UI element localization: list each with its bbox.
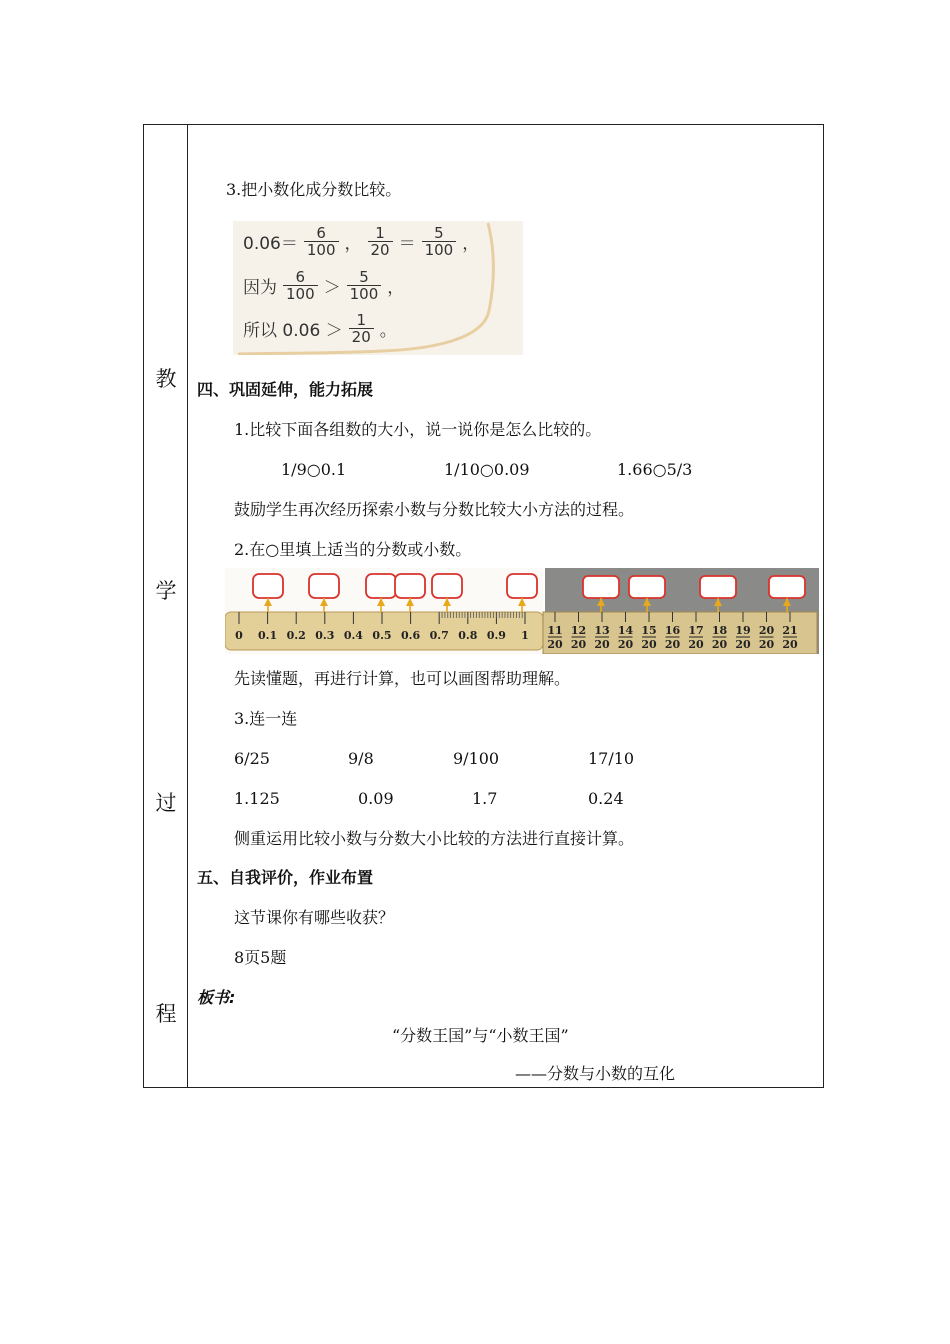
ruler-left-label: 0.6 [401, 629, 421, 642]
ruler-left-label: 0.3 [315, 629, 335, 642]
answer-box [432, 574, 462, 598]
match-top-4: 17/10 [588, 749, 635, 768]
answer-box [395, 574, 425, 598]
ruler-right-numerator: 18 [711, 624, 728, 637]
fraction-example-image [233, 221, 523, 355]
ruler-right-denominator: 20 [547, 638, 563, 651]
question-3: 3.连一连 [234, 709, 298, 728]
compare-item-2: 1/10○0.09 [444, 460, 530, 479]
numerator: 1 [356, 311, 366, 329]
denominator: 100 [283, 285, 318, 302]
denominator: 20 [349, 328, 374, 345]
board-label: 板书: [197, 988, 236, 1007]
number-line-rulers [225, 568, 819, 654]
answer-box [507, 574, 537, 598]
section5-heading: 五、自我评价，作业布置 [197, 868, 374, 887]
board-title: “分数王国”与“小数王国” [392, 1026, 569, 1045]
side-label-xue: 学 [155, 579, 177, 603]
denominator: 100 [347, 285, 382, 302]
ruler-left-label: 0 [235, 629, 243, 642]
match-top-1: 6/25 [234, 749, 270, 768]
section3-title: 3.把小数化成分数比较。 [226, 180, 402, 199]
side-label-column [144, 125, 188, 1087]
separator: ， [344, 234, 362, 254]
fraction [304, 225, 339, 258]
board-subtitle: ——分数与小数的互化 [515, 1064, 676, 1083]
match-top-3: 9/100 [453, 749, 500, 768]
ruler-left-label: 0.4 [343, 629, 363, 642]
ruler-left-label: 0.1 [258, 629, 278, 642]
end-punct: ， [462, 234, 480, 254]
match-bottom-4: 0.24 [588, 789, 624, 808]
compare-item-3: 1.66○5/3 [617, 460, 693, 479]
section4-heading: 四、巩固延伸，能力拓展 [197, 380, 374, 399]
answer-box [700, 576, 736, 598]
numerator: 6 [316, 224, 326, 242]
answer-box [583, 576, 619, 598]
fraction [347, 269, 382, 302]
ruler-right-denominator: 20 [594, 638, 610, 651]
match-top-2: 9/8 [348, 749, 374, 768]
answer-box [366, 574, 396, 598]
numerator: 5 [434, 224, 444, 242]
ruler-right-denominator: 20 [735, 638, 751, 651]
ruler-right-numerator: 21 [782, 624, 798, 637]
ruler-left-label: 0.9 [486, 629, 506, 642]
match-bottom-1: 1.125 [234, 789, 280, 808]
ruler-left-label: 1 [521, 629, 529, 642]
denominator: 100 [304, 241, 339, 258]
homework: 8页5题 [234, 948, 287, 967]
ruler-right-denominator: 20 [758, 638, 775, 651]
fraction [368, 225, 393, 258]
match-bottom-2: 0.09 [358, 789, 394, 808]
ruler-right-denominator: 20 [570, 638, 587, 651]
numerator: 5 [359, 268, 369, 286]
ruler-right-numerator: 11 [547, 624, 563, 637]
side-label-cheng: 程 [155, 1002, 177, 1026]
match-bottom-3: 1.7 [472, 789, 498, 808]
fraction-line-3 [243, 312, 397, 345]
answer-box [629, 576, 665, 598]
reflection-question: 这节课你有哪些收获？ [234, 908, 395, 927]
ruler-right-numerator: 20 [758, 624, 775, 637]
fraction-line-1 [243, 225, 479, 258]
end-punct: 。 [379, 321, 397, 341]
equals: ＝ [398, 234, 416, 254]
compare-item-1: 1/9○0.1 [281, 460, 347, 479]
ruler-right-denominator: 20 [782, 638, 798, 651]
ruler-right-denominator: 20 [641, 638, 657, 651]
question-1: 1.比较下面各组数的大小，说一说你是怎么比较的。 [234, 420, 602, 439]
note-3: 侧重运用比较小数与分数大小比较的方法进行直接计算。 [234, 829, 635, 848]
ruler-left-label: 0.2 [286, 629, 306, 642]
end-punct: ， [387, 278, 405, 298]
ruler-right-numerator: 13 [594, 624, 610, 637]
ruler-left-label: 0.5 [372, 629, 392, 642]
ruler-right-numerator: 19 [735, 624, 751, 637]
denominator: 20 [368, 241, 393, 258]
note-2: 先读懂题，再进行计算，也可以画图帮助理解。 [234, 669, 571, 688]
ruler-right-denominator: 20 [711, 638, 728, 651]
text-prefix: 所以 0.06 ＞ [243, 321, 343, 341]
ruler-right-numerator: 17 [688, 624, 704, 637]
denominator: 100 [422, 241, 457, 258]
ruler-right-denominator: 20 [688, 638, 704, 651]
numerator: 1 [375, 224, 385, 242]
answer-box [769, 576, 805, 598]
operator: ＞ [323, 278, 341, 298]
ruler-right-numerator: 15 [641, 624, 657, 637]
ruler-right-denominator: 20 [617, 638, 634, 651]
question-2: 2.在○里填上适当的分数或小数。 [234, 540, 472, 559]
numerator: 6 [295, 268, 306, 286]
ruler-right-denominator: 20 [664, 638, 681, 651]
fraction [422, 225, 457, 258]
answer-box [309, 574, 339, 598]
text-a: 0.06＝ [243, 234, 298, 254]
fraction [349, 312, 374, 345]
ruler-right-numerator: 16 [664, 624, 681, 637]
fraction [283, 269, 318, 302]
side-label-jiao: 教 [155, 367, 177, 391]
ruler-figure [225, 568, 819, 654]
text-prefix: 因为 [243, 278, 277, 298]
ruler-right-numerator: 12 [570, 624, 587, 637]
note-1: 鼓励学生再次经历探索小数与分数比较大小方法的过程。 [234, 500, 635, 519]
ruler-left-label: 0.8 [458, 629, 478, 642]
answer-box [253, 574, 283, 598]
fraction-line-2 [243, 269, 404, 302]
side-label-guo: 过 [155, 791, 177, 815]
ruler-left-label: 0.7 [429, 629, 449, 642]
ruler-right-numerator: 14 [617, 624, 634, 637]
